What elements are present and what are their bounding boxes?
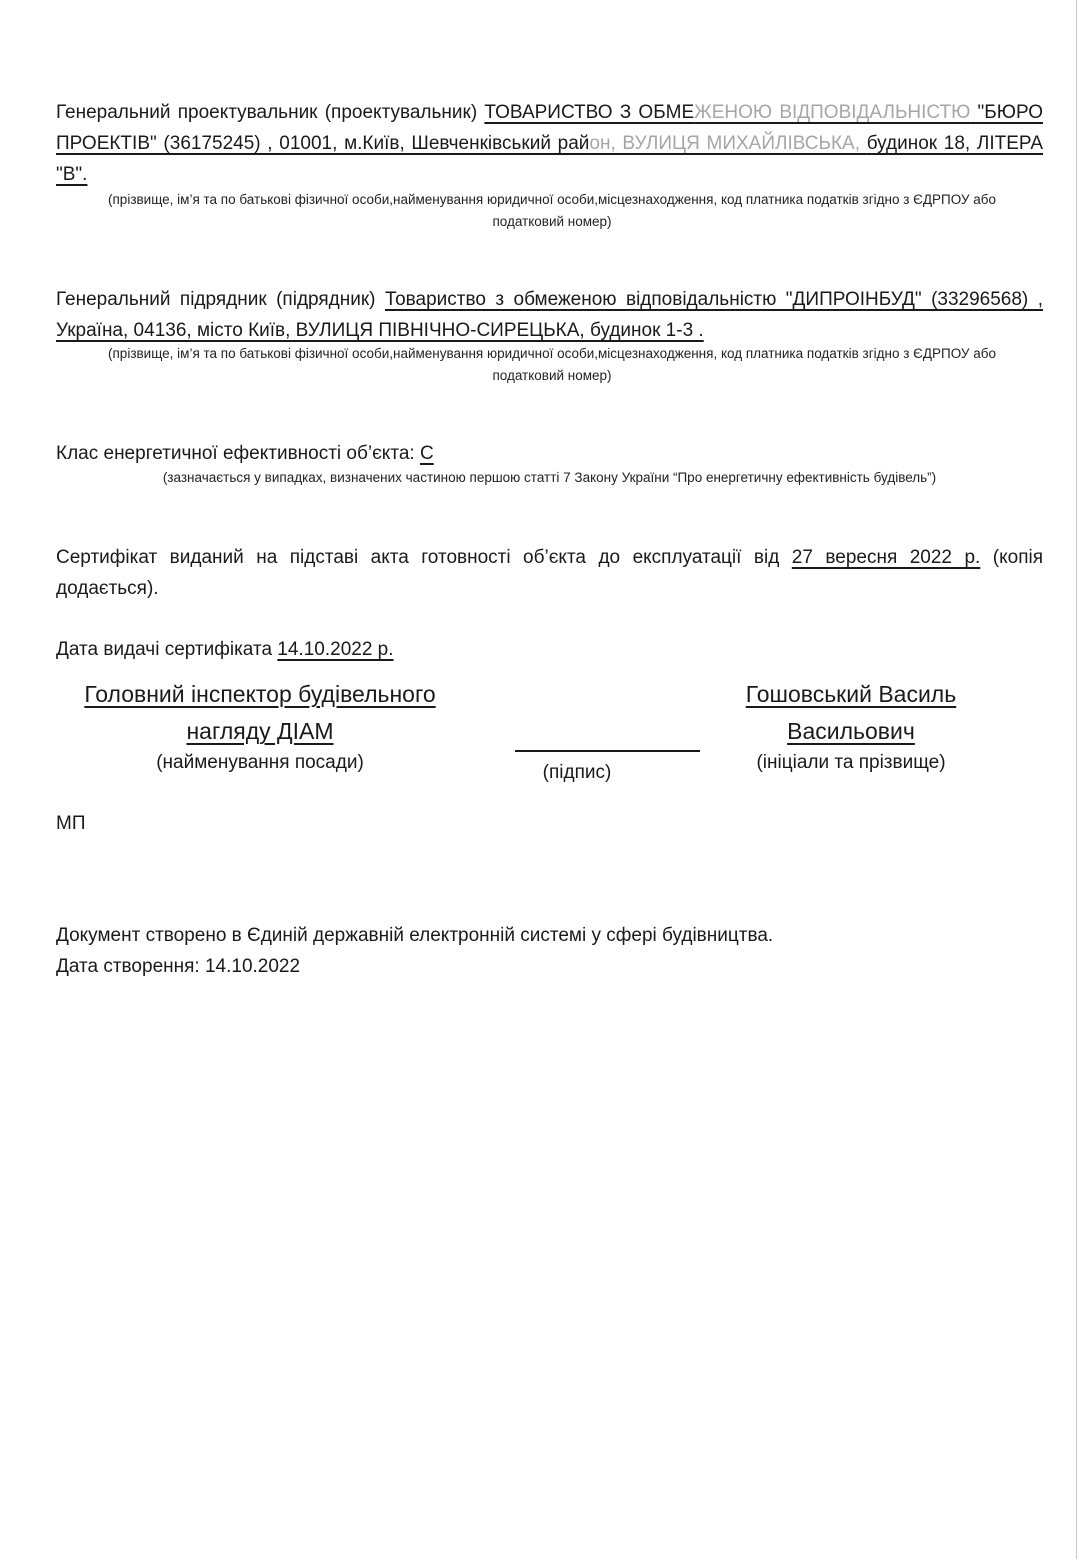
contractor-value: Товариство з обмеженою відповідальністю "ДИПРОІНБУД" (33296568) , Україна, 04136, місто Київ, ВУЛИЦЯ ПІВНІЧНО-СИРЕЦЬКА, будинок 1-3 . <box>56 289 1043 341</box>
certificate-text-before: Сертифікат виданий на підставі акта готовності об’єкта до експлуатації від <box>56 547 792 568</box>
designer-value-faded-b: он, ВУЛИЦЯ МИХАЙЛІВСЬКА, <box>589 133 860 154</box>
position-caption: (найменування посади) <box>156 752 364 773</box>
designer-value-part-a: ТОВАРИСТВО З ОБМЕ <box>484 102 695 123</box>
energy-paragraph <box>56 438 1043 469</box>
footer-line-1: Документ створено в Єдиній державній електронній системі у сфері будівництва. <box>56 925 774 946</box>
certificate-paragraph <box>56 542 1043 604</box>
issue-paragraph <box>56 634 1043 665</box>
designer-paragraph <box>56 97 1043 190</box>
issue-label: Дата видачі сертифіката <box>56 639 278 660</box>
page-edge <box>1076 0 1077 1559</box>
energy-label: Клас енергетичної ефективності об’єкта: <box>56 443 420 464</box>
footer-line-2: Дата створення: 14.10.2022 <box>56 956 301 977</box>
position-line-2: нагляду ДІАМ <box>186 718 334 744</box>
footer <box>56 920 1043 982</box>
signer-caption: (ініціали та прізвище) <box>756 752 946 773</box>
energy-note: (зазначається у випадках, визначених частиною першою статті 7 Закону України “Про енергетичну ефективність будівель”) <box>162 470 937 485</box>
certificate-date: 27 вересня 2022 р. <box>791 547 981 568</box>
signer-name-line-2: Васильович <box>787 718 915 744</box>
designer-value-faded-a: ЖЕНОЮ ВІДПОВІДАЛЬНІСТЮ <box>694 102 971 123</box>
certificate-text-after: (копія додається). <box>56 547 1044 599</box>
designer-note: (прізвище, ім’я та по батькові фізичної особи,найменування юридичної особи,місцезнаходження, код платника податків згідно з ЄДРПОУ або податковий номер) <box>108 192 996 229</box>
signer-name-line-1: Гошовський Василь <box>745 681 957 707</box>
contractor-paragraph <box>56 284 1043 346</box>
contractor-label: Генеральний підрядник (підрядник) <box>56 289 385 310</box>
issue-date: 14.10.2022 р. <box>277 639 394 660</box>
contractor-note: (прізвище, ім’я та по батькові фізичної особи,найменування юридичної особи,місцезнаходження, код платника податків згідно з ЄДРПОУ або податковий номер) <box>108 346 996 383</box>
signature-line <box>515 750 700 752</box>
signer-name <box>700 676 1002 750</box>
position-title <box>60 676 460 750</box>
signature-caption: (підпис) <box>542 762 612 783</box>
stamp-label: МП <box>56 813 86 834</box>
energy-value: C <box>419 443 434 464</box>
designer-value-part-c: будинок 18, ЛІТЕРА "В". <box>56 133 1044 185</box>
designer-value-part-b: "БЮРО ПРОЕКТІВ" (36175245) , 01001, м.Київ, Шевченківський рай <box>56 102 1043 154</box>
position-line-1: Головний інспектор будівельного <box>84 681 436 707</box>
designer-label: Генеральний проектувальник (проектувальник) <box>56 102 485 123</box>
